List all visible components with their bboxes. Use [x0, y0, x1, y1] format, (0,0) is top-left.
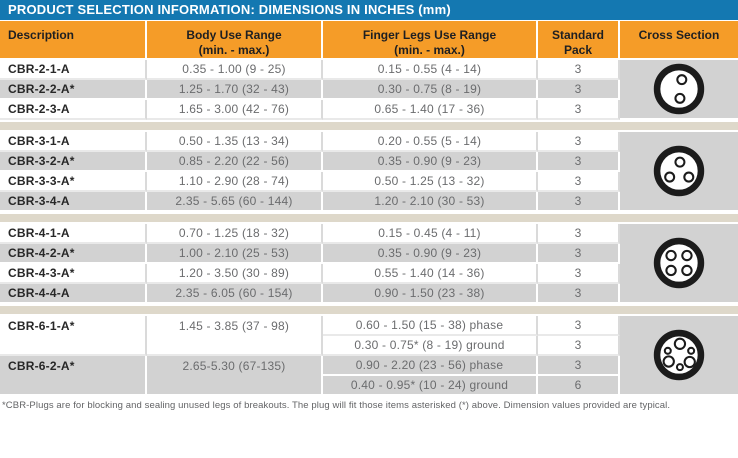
body-range-cell: 1.25 - 1.70 (32 - 43) [147, 80, 323, 100]
finger-range-cell: 0.65 - 1.40 (17 - 36) [323, 100, 538, 120]
col-header-label: Standard Pack [551, 28, 604, 57]
pack-cell: 3 [538, 316, 620, 336]
body-range-cell: 1.65 - 3.00 (42 - 76) [147, 100, 323, 120]
product-description-cell: CBR-6-1-A* [0, 316, 147, 356]
pack-cell: 6 [538, 376, 620, 396]
pack-cell: 3 [538, 80, 620, 100]
product-description-cell: CBR-4-1-A [0, 224, 147, 244]
group-separator [0, 304, 738, 316]
cross-section-cell [620, 132, 738, 212]
pack-cell: 3 [538, 244, 620, 264]
finger-range-cell: 0.35 - 0.90 (9 - 23) [323, 152, 538, 172]
group-separator [0, 120, 738, 132]
pack-cell: 3 [538, 356, 620, 376]
product-description-cell: CBR-4-3-A* [0, 264, 147, 284]
group-separator [0, 212, 738, 224]
finger-range-cell: 0.35 - 0.90 (9 - 23) [323, 244, 538, 264]
product-description-cell: CBR-3-3-A* [0, 172, 147, 192]
col-header-description [0, 21, 147, 60]
col-header-label: Finger Legs Use Range [362, 28, 497, 42]
col-header-label: Description [8, 28, 75, 42]
pack-cell: 3 [538, 264, 620, 284]
circle-4-holes-icon [651, 235, 707, 291]
table-row [0, 132, 738, 152]
body-range-cell: 1.45 - 3.85 (37 - 98) [147, 316, 323, 356]
pack-cell: 3 [538, 224, 620, 244]
group-separator-cell [0, 212, 738, 224]
circle-3-holes-icon [651, 143, 707, 199]
finger-range-cell: 0.30 - 0.75 (8 - 19) [323, 80, 538, 100]
col-header-body-use-range [147, 21, 323, 60]
table-body [0, 60, 738, 396]
product-description-cell: CBR-3-2-A* [0, 152, 147, 172]
footnote: *CBR-Plugs are for blocking and sealing unused legs of breakouts. The plug will fit those items asterisked (*) above. Dimension values provided are typical. [2, 400, 671, 411]
body-range-cell: 1.20 - 3.50 (30 - 89) [147, 264, 323, 284]
pack-cell: 3 [538, 284, 620, 304]
circle-2-holes-icon [651, 61, 707, 117]
body-range-cell: 1.00 - 2.10 (25 - 53) [147, 244, 323, 264]
cross-section-cell [620, 316, 738, 396]
pack-cell: 3 [538, 152, 620, 172]
pack-cell: 3 [538, 60, 620, 80]
group-separator-cell [0, 120, 738, 132]
group-separator-cell [0, 304, 738, 316]
pack-cell: 3 [538, 336, 620, 356]
product-description-cell: CBR-4-2-A* [0, 244, 147, 264]
title-row [0, 0, 738, 21]
finger-range-cell: 0.60 - 1.50 (15 - 38) phase [323, 316, 538, 336]
col-header-sublabel: (min. - max.) [198, 43, 270, 57]
col-header-finger-legs-use-range [323, 21, 538, 60]
body-range-cell: 0.35 - 1.00 (9 - 25) [147, 60, 323, 80]
col-header-label: Body Use Range [186, 28, 282, 42]
finger-range-cell: 0.15 - 0.55 (4 - 14) [323, 60, 538, 80]
product-description-cell: CBR-2-1-A [0, 60, 147, 80]
cross-section-cell [620, 60, 738, 120]
pack-cell: 3 [538, 132, 620, 152]
col-header-cross-section [620, 21, 738, 60]
body-range-cell: 2.65-5.30 (67-135) [147, 356, 323, 396]
cross-section-cell [620, 224, 738, 304]
col-header-standard-pack [538, 21, 620, 60]
table-row [0, 316, 738, 336]
body-range-cell: 0.50 - 1.35 (13 - 34) [147, 132, 323, 152]
finger-range-cell: 0.40 - 0.95* (10 - 24) ground [323, 376, 538, 396]
product-description-cell: CBR-4-4-A [0, 284, 147, 304]
body-range-cell: 0.70 - 1.25 (18 - 32) [147, 224, 323, 244]
product-description-cell: CBR-2-3-A [0, 100, 147, 120]
pack-cell: 3 [538, 100, 620, 120]
body-range-cell: 2.35 - 6.05 (60 - 154) [147, 284, 323, 304]
col-header-label: Cross Section [638, 28, 720, 42]
table-row [0, 60, 738, 80]
column-header-row [0, 21, 738, 60]
body-range-cell: 0.85 - 2.20 (22 - 56) [147, 152, 323, 172]
finger-range-cell: 1.20 - 2.10 (30 - 53) [323, 192, 538, 212]
pack-cell: 3 [538, 172, 620, 192]
product-description-cell: CBR-2-2-A* [0, 80, 147, 100]
finger-range-cell: 0.50 - 1.25 (13 - 32) [323, 172, 538, 192]
finger-range-cell: 0.55 - 1.40 (14 - 36) [323, 264, 538, 284]
body-range-cell: 2.35 - 5.65 (60 - 144) [147, 192, 323, 212]
finger-range-cell: 0.90 - 1.50 (23 - 38) [323, 284, 538, 304]
finger-range-cell: 0.30 - 0.75* (8 - 19) ground [323, 336, 538, 356]
circle-6-holes-icon [651, 327, 707, 383]
finger-range-cell: 0.90 - 2.20 (23 - 56) phase [323, 356, 538, 376]
finger-range-cell: 0.15 - 0.45 (4 - 11) [323, 224, 538, 244]
product-description-cell: CBR-3-4-A [0, 192, 147, 212]
body-range-cell: 1.10 - 2.90 (28 - 74) [147, 172, 323, 192]
table-title: PRODUCT SELECTION INFORMATION: DIMENSIONS IN INCHES (mm) [0, 0, 738, 21]
finger-range-cell: 0.20 - 0.55 (5 - 14) [323, 132, 538, 152]
product-description-cell: CBR-6-2-A* [0, 356, 147, 396]
col-header-sublabel: (min. - max.) [394, 43, 465, 57]
product-description-cell: CBR-3-1-A [0, 132, 147, 152]
table-row [0, 224, 738, 244]
pack-cell: 3 [538, 192, 620, 212]
